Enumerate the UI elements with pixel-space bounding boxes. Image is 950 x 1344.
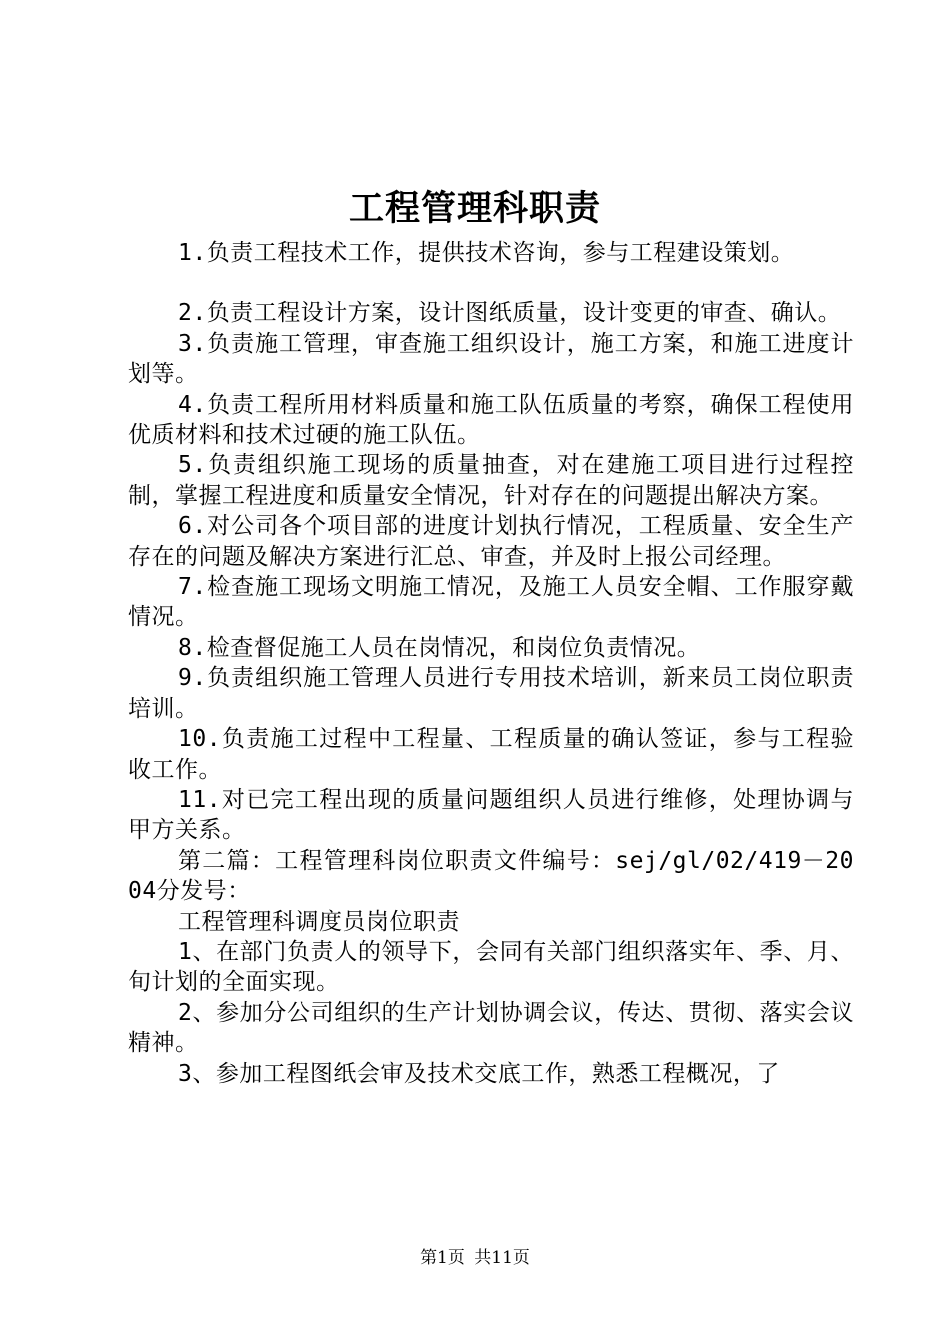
paragraph-9: 9.负责组织施工管理人员进行专用技术培训，新来员工岗位职责培训。 <box>128 665 854 722</box>
page-total: 共11页 <box>474 1248 530 1268</box>
paragraph-2: 2.负责工程设计方案，设计图纸质量，设计变更的审查、确认。 <box>178 300 842 327</box>
page-footer <box>0 1243 950 1268</box>
paragraph-4: 4.负责工程所用材料质量和施工队伍质量的考察，确保工程使用优质材料和技术过硬的施工队伍。 <box>128 391 854 449</box>
duty-item-3: 3、参加工程图纸会审及技术交底工作，熟悉工程概况，了 <box>178 1060 780 1087</box>
paragraph-11: 11.对已完工程出现的质量问题组织人员进行维修，处理协调与甲方关系。 <box>128 786 854 844</box>
paragraph-5: 5.负责组织施工现场的质量抽查，对在建施工项目进行过程控制，掌握工程进度和质量安全情况，针对存在的问题提出解决方案。 <box>128 452 854 509</box>
duty-item-1: 1、在部门负责人的领导下，会同有关部门组织落实年、季、月、旬计划的全面实现。 <box>128 938 854 996</box>
duty-item-2: 2、参加分公司组织的生产计划协调会议，传达、贯彻、落实会议精神。 <box>128 999 854 1057</box>
paragraph-10: 10.负责施工过程中工程量、工程质量的确认签证，参与工程验收工作。 <box>128 726 854 783</box>
paragraph-1: 1.负责工程技术工作，提供技术咨询，参与工程建设策划。 <box>178 240 795 266</box>
paragraph-6: 6.对公司各个项目部的进度计划执行情况，工程质量、安全生产存在的问题及解决方案进行汇总、审查，并及时上报公司经理。 <box>128 513 854 570</box>
second-section-header: 第二篇：工程管理科岗位职责文件编号：sej/gl/02/419－2004分发号： <box>128 847 854 905</box>
second-section-title: 工程管理科调度员岗位职责 <box>178 908 460 935</box>
page-number: 第1页 <box>420 1248 465 1268</box>
document-title: 工程管理科职责 <box>348 188 601 229</box>
paragraph-7: 7.检查施工现场文明施工情况，及施工人员安全帽、工作服穿戴情况。 <box>128 574 854 631</box>
document-body <box>128 238 854 1089</box>
paragraph-8: 8.检查督促施工人员在岗情况，和岗位负责情况。 <box>178 634 701 661</box>
paragraph-3: 3.负责施工管理，审查施工组织设计，施工方案，和施工进度计划等。 <box>128 330 854 388</box>
